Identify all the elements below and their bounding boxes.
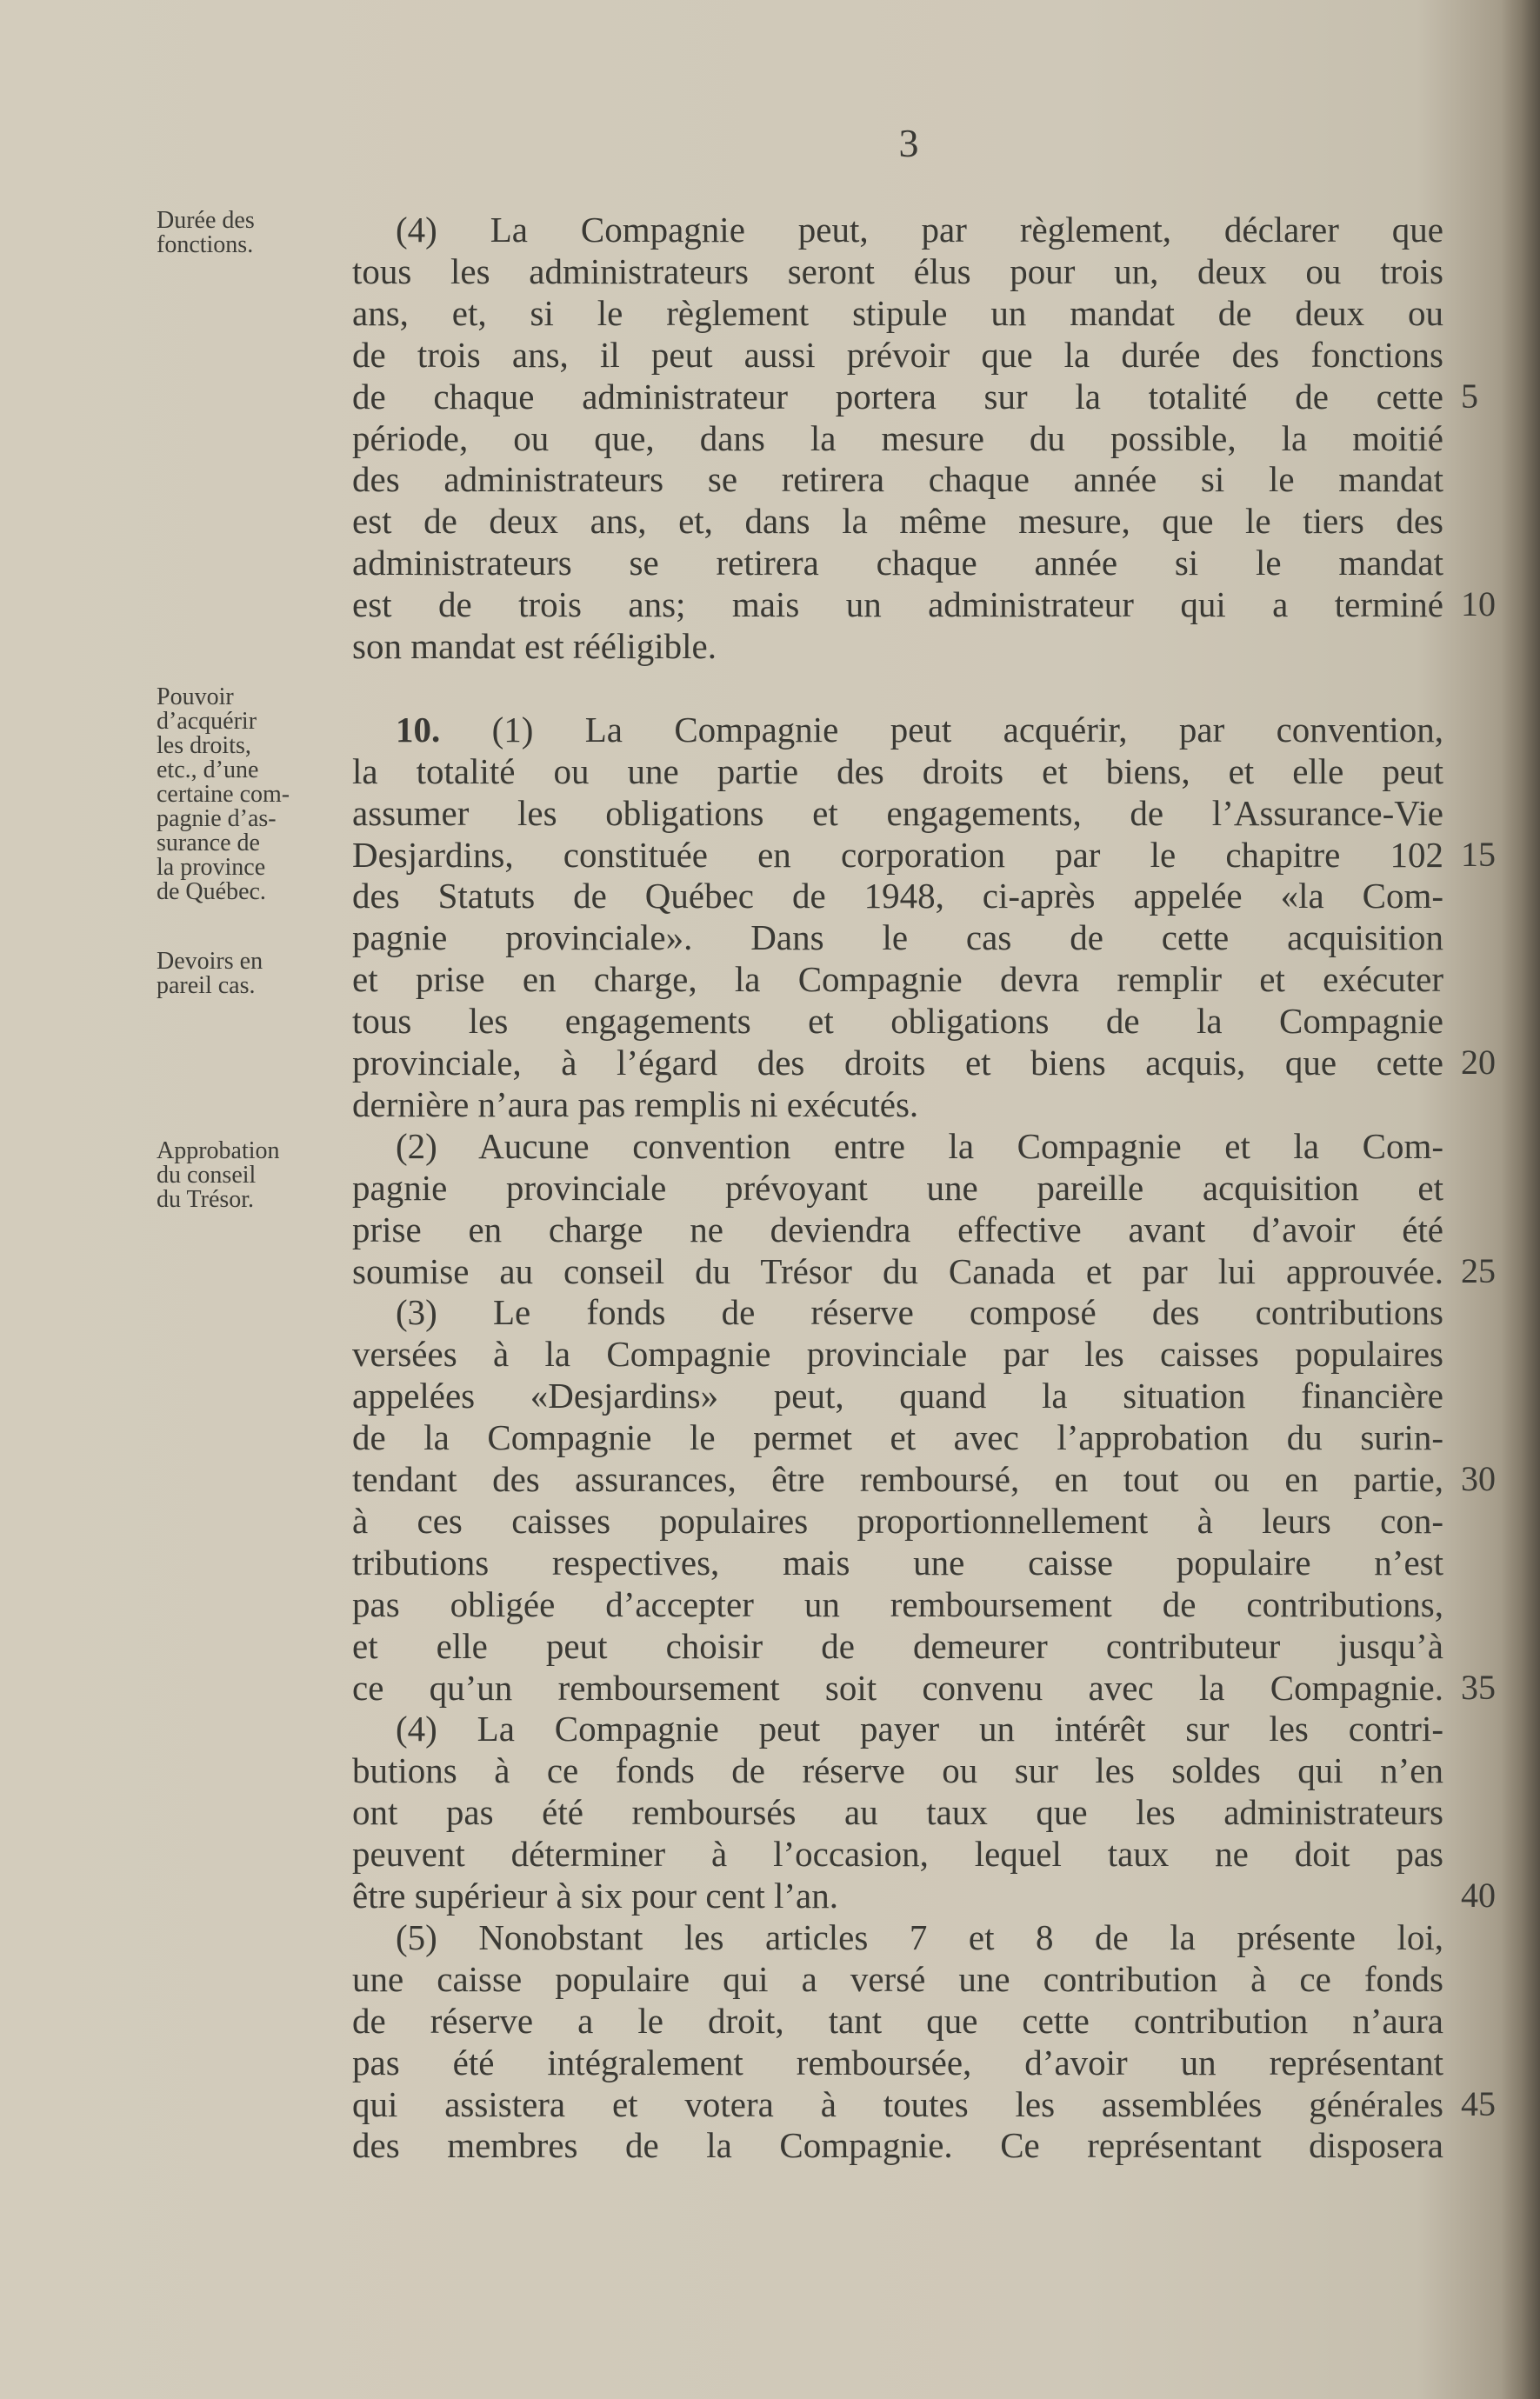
text-line-content: soumise au conseil du Trésor du Canada et par lui approuvée. (352, 1250, 1443, 1291)
marginal-note (157, 1139, 330, 1212)
text-line (352, 1375, 1443, 1416)
marginal-note-line: du Trésor. (157, 1186, 255, 1213)
text-line-content: administrateurs se retirera chaque année si le mandat (352, 543, 1443, 583)
line-number: 35 (1461, 1667, 1496, 1707)
text-line-content: des administrateurs se retirera chaque année si le mandat (352, 459, 1443, 500)
text-line-content: Desjardins, constituée en corporation par le chapitre 102 (352, 834, 1443, 875)
marginal-note-line: pagnie d’as- (157, 805, 277, 832)
marginal-note-line: pareil cas. (157, 972, 256, 999)
text-line (352, 1791, 1443, 1833)
text-line-content: est de deux ans, et, dans la même mesure, que le tiers des (352, 501, 1443, 542)
text-line-content: dernière n’aura pas remplis ni exécutés. (352, 1083, 919, 1124)
text-line-content: tributions respectives, mais une caisse populaire n’est (352, 1542, 1443, 1583)
text-line-content: (4) La Compagnie peut payer un intérêt sur les contri- (396, 1709, 1443, 1749)
text-line (352, 542, 1443, 583)
text-line-content: et elle peut choisir de demeurer contributeur jusqu’à (352, 1625, 1443, 1666)
text-line-content: pagnie provinciale prévoyant une pareille acquisition et (352, 1167, 1443, 1208)
text-line (352, 334, 1443, 376)
text-line (352, 583, 1443, 625)
line-number: 30 (1461, 1459, 1496, 1498)
text-line (352, 2042, 1443, 2083)
text-line (352, 2083, 1443, 2125)
text-line-content: (5) Nonobstant les articles 7 et 8 de la présente loi, (396, 1916, 1443, 1957)
text-line (352, 458, 1443, 500)
text-line (396, 1125, 1443, 1167)
text-line-content: ont pas été remboursés au taux que les administrateurs (352, 1792, 1443, 1833)
marginal-note-line: certaine com- (157, 781, 290, 808)
text-line-content: de chaque administrateur portera sur la totalité de cette (352, 376, 1443, 416)
text-line (396, 1708, 1443, 1749)
text-line (396, 709, 1443, 750)
text-line-content: période, ou que, dans la mesure du possible, la moitié (352, 417, 1443, 458)
text-line (352, 958, 1443, 1000)
text-line-content: versées à la Compagnie provinciale par les caisses populaires (352, 1334, 1443, 1375)
text-line (352, 1958, 1443, 2000)
text-line (352, 625, 1443, 667)
text-line (352, 1250, 1443, 1292)
marginal-note-line: Durée des (157, 207, 255, 234)
text-line-content: tous les engagements et obligations de la Compagnie (352, 1001, 1443, 1042)
marginal-note-line: fonctions. (157, 231, 254, 258)
text-line-content: (4) La Compagnie peut, par règlement, déclarer que (396, 210, 1443, 250)
text-line-content: (3) Le fonds de réserve composé des contributions (396, 1292, 1443, 1333)
text-line-content: ce qu’un remboursement soit convenu avec la Compagnie. (352, 1667, 1443, 1708)
text-line-content: de trois ans, il peut aussi prévoir que la durée des fonctions (352, 334, 1443, 375)
text-line (352, 875, 1443, 916)
text-line-content: pagnie provinciale». Dans le cas de cette acquisition (352, 917, 1443, 958)
text-line-content: provinciale, à l’égard des droits et biens acquis, que cette (352, 1043, 1443, 1083)
marginal-note-line: du conseil (157, 1162, 257, 1189)
text-line (352, 292, 1443, 334)
line-number: 20 (1461, 1043, 1496, 1082)
marginal-note-line: Pouvoir (157, 683, 234, 710)
text-line-content: prise en charge ne deviendra effective avant d’avoir été (352, 1209, 1443, 1249)
text-line-content: appelées «Desjardins» peut, quand la situation financière (352, 1376, 1443, 1416)
text-line (352, 1749, 1443, 1791)
text-line (352, 1500, 1443, 1542)
text-line (352, 250, 1443, 292)
marginal-note (157, 950, 330, 998)
line-number: 15 (1461, 834, 1496, 874)
text-line-content: peuvent déterminer à l’occasion, lequel taux ne doit pas (352, 1834, 1443, 1875)
text-line-content: être supérieur à six pour cent l’an. (352, 1876, 838, 1916)
text-line-content: butions à ce fonds de réserve ou sur les soldes qui n’en (352, 1750, 1443, 1791)
page-edge-shadow (1502, 0, 1540, 2399)
line-number: 10 (1461, 584, 1496, 624)
text-line (396, 1291, 1443, 1333)
text-line-content: des Statuts de Québec de 1948, ci-après appelée «la Com- (352, 876, 1443, 916)
marginal-note (157, 685, 330, 904)
text-line-content: qui assistera et votera à toutes les assemblées générales (352, 2083, 1443, 2124)
text-line (352, 1416, 1443, 1458)
text-line (352, 376, 1443, 417)
text-line-content: et prise en charge, la Compagnie devra remplir et exécuter (352, 959, 1443, 1000)
text-line-content: à ces caisses populaires proportionnellement à leurs con- (352, 1500, 1443, 1541)
text-line (352, 1333, 1443, 1375)
text-line-content: tous les administrateurs seront élus pour un, deux ou trois (352, 250, 1443, 291)
text-line-content: ans, et, si le règlement stipule un mandat de deux ou (352, 292, 1443, 333)
text-line (352, 750, 1443, 792)
text-line-content: pas été intégralement remboursée, d’avoir un représentant (352, 2042, 1443, 2082)
marginal-note (157, 209, 330, 257)
text-line (352, 1625, 1443, 1667)
marginal-note-line: Devoirs en (157, 948, 263, 975)
text-line-content: une caisse populaire qui a versé une contribution à ce fonds (352, 1958, 1443, 1999)
text-line (352, 500, 1443, 542)
line-number: 5 (1461, 376, 1478, 416)
marginal-note-line: les droits, (157, 732, 251, 759)
text-line-content: de réserve a le droit, tant que cette contribution n’aura (352, 2000, 1443, 2041)
text-line (352, 1583, 1443, 1625)
text-line (352, 834, 1443, 876)
text-line (352, 417, 1443, 459)
page-number: 3 (898, 121, 919, 165)
text-line (352, 1000, 1443, 1042)
marginal-note-line: de Québec. (157, 878, 266, 905)
marginal-note-line: etc., d’une (157, 756, 259, 783)
text-line (352, 916, 1443, 958)
text-line-content: des membres de la Compagnie. Ce représentant disposera (352, 2125, 1443, 2166)
text-line (352, 1875, 1443, 1916)
text-line-content: assumer les obligations et engagements, de l’Assurance-Vie (352, 792, 1443, 833)
marginal-note-line: la province (157, 854, 266, 881)
text-line (352, 792, 1443, 834)
marginal-note-line: Approbation (157, 1137, 280, 1164)
text-line-content: est de trois ans; mais un administrateur qui a terminé (352, 584, 1443, 625)
text-line (352, 1542, 1443, 1583)
text-line (352, 1833, 1443, 1875)
text-line-content: son mandat est rééligible. (352, 626, 717, 666)
text-line (352, 1667, 1443, 1709)
marginal-note-line: surance de (157, 830, 260, 856)
text-line (352, 1167, 1443, 1209)
text-line (352, 2124, 1443, 2166)
text-line (352, 1083, 1443, 1125)
line-number: 25 (1461, 1250, 1496, 1290)
text-line (352, 2000, 1443, 2042)
line-number: 40 (1461, 1876, 1496, 1915)
text-line (352, 1458, 1443, 1500)
text-line-content: tendant des assurances, être remboursé, en tout ou en partie, (352, 1459, 1443, 1499)
text-line-content: pas obligée d’accepter un remboursement de contributions, (352, 1583, 1443, 1624)
marginal-note-line: d’acquérir (157, 708, 257, 735)
text-line-content: (2) Aucune convention entre la Compagnie et la Com- (396, 1125, 1443, 1166)
text-line (396, 209, 1443, 250)
text-line-content: (1) La Compagnie peut acquérir, par convention, (440, 709, 1443, 750)
text-line-content: la totalité ou une partie des droits et biens, et elle peut (352, 750, 1443, 791)
section-number: 10. (396, 709, 441, 750)
text-line-content: de la Compagnie le permet et avec l’approbation du surin- (352, 1417, 1443, 1458)
text-line (352, 1209, 1443, 1250)
text-line (352, 1042, 1443, 1083)
text-line (396, 1916, 1443, 1958)
line-number: 45 (1461, 2083, 1496, 2123)
